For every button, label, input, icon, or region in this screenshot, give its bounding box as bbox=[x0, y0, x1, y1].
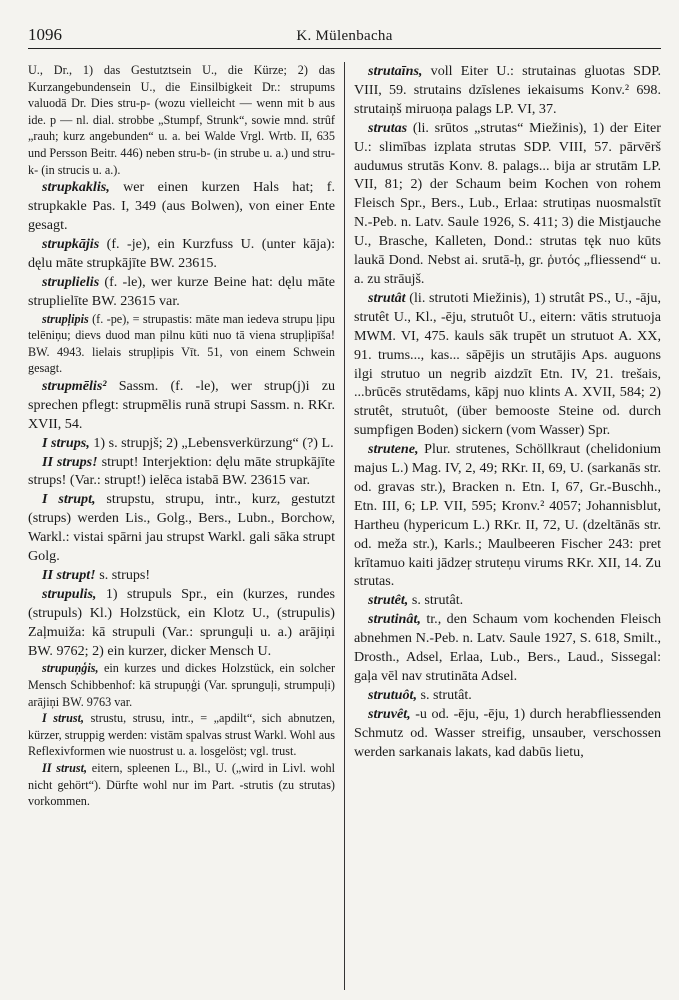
entry-headword: strutas bbox=[368, 119, 408, 136]
entry-headword: strutene, bbox=[368, 441, 419, 458]
entry-headword: II strupt! bbox=[42, 566, 96, 583]
entry-headword: strupmēlis² bbox=[42, 377, 107, 394]
entry-headword: strutât bbox=[368, 289, 406, 306]
dictionary-entry bbox=[354, 591, 661, 610]
dictionary-entry bbox=[354, 62, 661, 119]
entry-text: strustu, strusu, intr., = „apdilt“, sich abnutzen, kürzer, struppig werden: vistām spalvas strust Warkl. Wohl aus Reflexivformen wie nuostrust u. a. losgelöst; vgl. trust. bbox=[28, 711, 335, 759]
entry-text: voll Eiter U.: strutainas gluotas SDP. VIII, 59. strutains dzīslenes iekaisums Konv.² 698. strutaiņš miruoņa palags LP. VI, 37. bbox=[354, 63, 661, 117]
right-column bbox=[344, 62, 661, 990]
dictionary-entry bbox=[28, 62, 335, 178]
entry-headword: II strust, bbox=[42, 761, 88, 776]
dictionary-entry bbox=[28, 178, 335, 235]
entry-text: s. strutât. bbox=[411, 592, 464, 609]
entry-text: strupt! Interjektion: dęlu māte strupkājīte strups! (Var.: strupt!) ielēca istabā BW. 23615 var. bbox=[28, 453, 335, 489]
entry-headword: I strupt, bbox=[42, 491, 96, 508]
entry-text: (f. -le), wer kurze Beine hat: dęlu māte struplielīte BW. 23615 var. bbox=[28, 273, 335, 309]
dictionary-entry bbox=[354, 119, 661, 289]
entry-headword: strutinât, bbox=[368, 611, 421, 628]
page-number: 1096 bbox=[28, 25, 62, 44]
entry-headword: strutêt, bbox=[368, 592, 409, 609]
running-head: K. Mülenbacha bbox=[296, 28, 393, 44]
entry-text: Sassm. (f. -le), wer strup(j)i zu sprechen pflegt: strupmēlis runā strupi Sassm. n. RKr. XVII, 54. bbox=[28, 377, 335, 432]
dictionary-entry bbox=[28, 453, 335, 491]
entry-headword: strupulis, bbox=[42, 585, 97, 602]
entry-text: 1) strupuls Spr., ein (kurzes, rundes (strupuls) Kl.) Holzstück, ein Klotz U., (strupulis) Zaļmuiža: kā strupuli (Var.: sprunguļi u. a.) arājiņi BW. 9762; 2) ein kurzer, dicker Mensch U. bbox=[28, 585, 335, 659]
entry-headword: strupkaklis, bbox=[42, 179, 110, 196]
entry-headword: I strust, bbox=[42, 711, 85, 726]
dictionary-entry bbox=[28, 710, 335, 760]
entry-text: s. strutât. bbox=[420, 686, 472, 703]
dictionary-entry bbox=[28, 760, 335, 810]
entry-headword: struvêt, bbox=[368, 705, 411, 722]
entry-text: tr., den Schaum vom kochenden Fleisch abnehmen N.-Peb. n. Latv. Saule 1927, S. 618, Smilt., Drosth., Adsel, Erlaa, Lub., Bers., Laud., Sissegal: gaļa vēl nav strutināta Adsel. bbox=[354, 611, 661, 684]
dictionary-entry bbox=[28, 585, 335, 661]
entry-headword: strupuņģis, bbox=[42, 661, 99, 676]
entry-headword: strutaīns, bbox=[368, 63, 423, 79]
entry-text: (f. -je), ein Kurzfuss U. (unter kāja): dęlu māte strupkājīte BW. 23615. bbox=[28, 235, 335, 271]
entry-text: (f. -pe), = strupastis: māte man iedeva strupu ļipu telēniņu; dievs duod man pilnu kūti nuo tā viena strupļipīša! BW. 4943. lielais strupļipis Vīt. 51, von einem Schwein gesagt. bbox=[28, 311, 336, 376]
entry-text: eitern, spleenen L., Bl., U. („wird in Livl. wohl nicht gehört“). Dürfte wohl nur im Part. -strutis (zu strutas) vorkommen. bbox=[28, 761, 336, 809]
entry-headword: strupkājis bbox=[42, 235, 100, 252]
entry-headword: II strups! bbox=[42, 453, 98, 470]
entry-text: strupstu, strupu, intr., kurz, gestutzt (strups) werden Lis., Golg., Bers., Lubn., Borchow, Warkl.: vistai spārni jau strupst Warkl. gali sāka strupt Golg. bbox=[28, 491, 335, 565]
entry-text: 1) s. strupjš; 2) „Lebensverkürzung“ (?) L. bbox=[93, 434, 334, 451]
entry-text: wer einen kurzen Hals hat; f. strupkakle Pas. I, 349 (aus Bolwen), von einer Ente gesagt. bbox=[28, 179, 335, 233]
text-columns bbox=[28, 62, 661, 990]
dictionary-entry bbox=[354, 686, 661, 705]
entry-text: (li. strutoti Miežinis), 1) strutât PS., U., -āju, strutêt U., Kl., -ēju, strutuôt U., eitern: vātis strutuoja MWM. VI, 475. kauls sāk trupēt un strutuot A. XX, 91. trums..., kas... sāpējis un strutājis Aps. auguons ilgi strutuo un negrib aizdzīt Etn. IV, 21. trešais, ...brūcēs strutēdams, kāpj nuo klints A. XVII, 584; 2) strutêt, strutuôt, (über bemooste Steine od. durch sumpfigen Boden) sickern (vom Wasser) Spr. bbox=[354, 289, 661, 439]
entry-text: Plur. strutenes, Schöllkraut (chelidonium majus L.) Mag. IV, 2, 49; RKr. II, 69, U. (sarkanās str. od. gravas str.), Bracken n. Etn. I, 67, Gr.-Buschh., Etn. III, 6; LP. VII, 595; Kronv.² 4057; Johannisblut, Hartheu (hypericum L.) RKr. II, 72, U. (dzeltānās str. od. meža str.), Karls.; Maulbeeren Fischer 243: pret krītamuo kaiti jādzeŗ struteņu virums RKr. XII, 14. Zu strutas. bbox=[354, 441, 661, 590]
entry-text: s. strups! bbox=[99, 566, 151, 583]
dictionary-entry bbox=[354, 440, 661, 591]
dictionary-entry bbox=[354, 610, 661, 686]
dictionary-entry bbox=[354, 705, 661, 762]
dictionary-entry bbox=[28, 235, 335, 273]
entry-text: ein kurzes und dickes Holzstück, ein solcher Mensch Schibbenhof: kā strupuņģi (Var. sprunguļi, strumpuļi) arājiņi BW. 9763 var. bbox=[28, 661, 336, 709]
dictionary-entry bbox=[28, 311, 335, 377]
entry-headword: I strups, bbox=[42, 434, 90, 451]
page-header bbox=[28, 24, 661, 49]
dictionary-entry bbox=[354, 289, 661, 440]
entry-text: U., Dr., 1) das Gestutztsein U., die Kürze; 2) das Kurzangebundensein U., die Einsilbigkeit Dr.: strupums valuodā Dr. Dies stru-p- (wozu vielleicht — wenn mit b aus ide. p — nl. dial. strobbe „Stumpf, Strunk“, sowie mnd. strûf „rauh; kurz angebunden“ u. a. bei Walde Vrgl. Wrtb. II, 635 und Persson Beitr. 446) neben stru-b- (in strube u. a.) und stru-k- (in strucis u. a.). bbox=[28, 63, 335, 177]
left-column bbox=[28, 62, 344, 990]
dictionary-entry bbox=[28, 660, 335, 710]
entry-text: (li. srūtos „strutas“ Miežinis), 1) der Eiter U.: slimības izplata strutas SDP. VIII, 57. pārvērš auduмus strutās Konv. 8. palags... bija ar strutām LP. VII, 81; 2) der Schaum beim Kochen von rohem Fleisch Spr., Bers., Lub., Erlaa: strutiņas nuosmalstīt N.-Peb. n. Latv. Saule 1926, S. 411; 3) die Mistjauche U., Brasche, Kalleten, Dond.: strutas tęk nuo kūts laukā Dond. Nebst ai. srutā-ḥ, gr. ῥυτός „fliessend“ u. a. zu strāujš. bbox=[354, 119, 661, 287]
dictionary-entry bbox=[28, 377, 335, 434]
entry-headword: struplielis bbox=[42, 273, 100, 290]
dictionary-entry bbox=[28, 490, 335, 566]
dictionary-entry bbox=[28, 566, 335, 585]
entry-headword: strupļipis bbox=[42, 311, 89, 326]
entry-headword: strutuôt, bbox=[368, 686, 417, 703]
dictionary-entry bbox=[28, 273, 335, 311]
entry-text: -u od. -ēju, -ēju, 1) durch herabfliessenden Schmutz od. Wasser streifig, unsauber, verschossen werden sarkanais lakats, kad dabūs lietu, bbox=[354, 705, 661, 760]
dictionary-entry bbox=[28, 434, 335, 453]
